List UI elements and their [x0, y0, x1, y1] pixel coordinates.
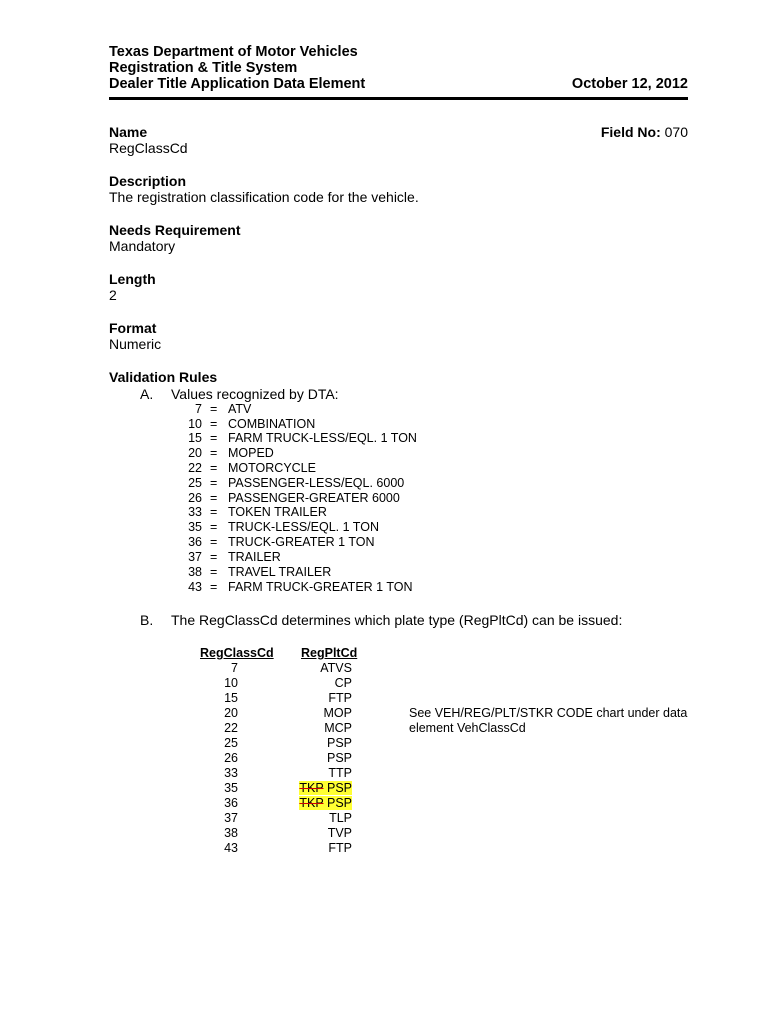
struck-plate-code: TKP: [299, 781, 324, 795]
value-description: FARM TRUCK-GREATER 1 TON: [228, 580, 413, 594]
highlighted-plate-code: [299, 781, 352, 795]
value-equals: =: [210, 565, 218, 579]
value-equals: =: [210, 461, 218, 475]
value-equals: =: [210, 505, 218, 519]
regpltcd-value: PSP: [326, 751, 352, 765]
value-description: TRAVEL TRAILER: [228, 565, 332, 579]
regpltcd-value: PSP: [326, 796, 352, 810]
regclasscd-cell: 43: [224, 841, 238, 855]
regpltcd-cell: [282, 751, 352, 766]
table-header-regpltcd: RegPltCd: [301, 646, 358, 660]
plate-chart-note: See VEH/REG/PLT/STKR CODE chart under data element VehClassCd: [409, 706, 688, 735]
value-description: TRUCK-GREATER 1 TON: [228, 535, 375, 549]
value-equals: =: [210, 535, 218, 549]
regpltcd-cell: [282, 766, 352, 781]
description-value: The registration classification code for the vehicle.: [109, 189, 419, 205]
regpltcd-cell: [282, 676, 352, 691]
regpltcd-value: PSP: [326, 736, 352, 750]
regclasscd-cell: 22: [224, 721, 238, 735]
header-document-title: Dealer Title Application Data Element: [109, 76, 366, 92]
value-code: 26: [188, 491, 202, 505]
value-description: TOKEN TRAILER: [228, 505, 327, 519]
format-section: [109, 320, 688, 352]
value-equals: =: [210, 491, 218, 505]
header-agency: Texas Department of Motor Vehicles: [109, 44, 358, 60]
name-section: [109, 124, 688, 156]
header-system: Registration & Title System: [109, 60, 298, 76]
regpltcd-cell: [282, 691, 352, 706]
value-code: 25: [188, 476, 202, 490]
field-number-label: Field No:: [600, 124, 661, 140]
value-equals: =: [210, 417, 218, 431]
length-value: 2: [109, 287, 117, 303]
length-section: [109, 271, 688, 303]
regpltcd-value: PSP: [326, 781, 352, 795]
rule-b-marker: B.: [140, 612, 154, 628]
regpltcd-value: TVP: [327, 826, 352, 840]
value-code: 7: [195, 402, 202, 416]
needs-value: Mandatory: [109, 238, 176, 254]
regclasscd-cell: 10: [224, 676, 238, 690]
value-equals: =: [210, 446, 218, 460]
value-equals: =: [210, 402, 218, 416]
regpltcd-value: MOP: [323, 706, 352, 720]
value-code: 37: [188, 550, 202, 564]
value-description: TRAILER: [228, 550, 281, 564]
name-label: Name: [109, 124, 148, 140]
regclasscd-cell: 33: [224, 766, 238, 780]
regclasscd-cell: 20: [224, 706, 238, 720]
value-code: 15: [188, 431, 202, 445]
header-rule: [109, 97, 688, 100]
value-description: MOPED: [228, 446, 274, 460]
regpltcd-value: CP: [334, 676, 352, 690]
name-value: RegClassCd: [109, 140, 188, 156]
regclasscd-cell: 38: [224, 826, 238, 840]
regclasscd-cell: 7: [231, 661, 238, 675]
regpltcd-cell: [282, 811, 352, 826]
needs-label: Needs Requirement: [109, 222, 241, 238]
value-code: 38: [188, 565, 202, 579]
regpltcd-value: FTP: [328, 841, 352, 855]
regclasscd-cell: 26: [224, 751, 238, 765]
length-label: Length: [109, 271, 156, 287]
rule-a-marker: A.: [140, 386, 154, 402]
regclasscd-cell: 25: [224, 736, 238, 750]
needs-section: [109, 222, 688, 254]
table-header-regclasscd: RegClassCd: [200, 646, 274, 660]
regpltcd-cell: [282, 781, 352, 796]
regpltcd-cell: [282, 706, 352, 721]
value-code: 22: [188, 461, 202, 475]
regpltcd-cell: [282, 796, 352, 811]
regpltcd-cell: [282, 721, 352, 736]
value-equals: =: [210, 580, 218, 594]
highlighted-plate-code: [299, 796, 352, 810]
regclasscd-cell: 37: [224, 811, 238, 825]
value-code: 35: [188, 520, 202, 534]
regpltcd-value: ATVS: [320, 661, 352, 675]
value-equals: =: [210, 476, 218, 490]
value-description: PASSENGER-GREATER 6000: [228, 491, 400, 505]
value-code: 33: [188, 505, 202, 519]
regclasscd-cell: 36: [224, 796, 238, 810]
value-equals: =: [210, 520, 218, 534]
description-label: Description: [109, 173, 187, 189]
value-description: PASSENGER-LESS/EQL. 6000: [228, 476, 405, 490]
value-description: ATV: [228, 402, 252, 416]
value-description: FARM TRUCK-LESS/EQL. 1 TON: [228, 431, 417, 445]
format-value: Numeric: [109, 336, 162, 352]
regpltcd-value: TLP: [329, 811, 352, 825]
regpltcd-cell: [282, 826, 352, 841]
value-equals: =: [210, 431, 218, 445]
regpltcd-cell: [282, 736, 352, 751]
regclasscd-cell: 15: [224, 691, 238, 705]
regpltcd-cell: [282, 841, 352, 856]
regpltcd-cell: [282, 661, 352, 676]
value-description: MOTORCYCLE: [228, 461, 316, 475]
value-code: 10: [188, 417, 202, 431]
document-header: [109, 44, 688, 92]
value-code: 36: [188, 535, 202, 549]
value-equals: =: [210, 550, 218, 564]
description-section: [109, 173, 688, 205]
regpltcd-value: FTP: [328, 691, 352, 705]
value-description: TRUCK-LESS/EQL. 1 TON: [228, 520, 379, 534]
validation-label: Validation Rules: [109, 369, 218, 385]
rule-b-text: The RegClassCd determines which plate type (RegPltCd) can be issued:: [171, 612, 623, 628]
field-number: [601, 124, 688, 140]
value-description: COMBINATION: [228, 417, 316, 431]
rule-a-text: Values recognized by DTA:: [171, 386, 339, 402]
header-date: October 12, 2012: [571, 76, 688, 92]
validation-section: [109, 369, 688, 385]
struck-plate-code: TKP: [299, 796, 324, 810]
value-code: 43: [188, 580, 202, 594]
format-label: Format: [109, 320, 157, 336]
regclasscd-cell: 35: [224, 781, 238, 795]
regpltcd-value: MCP: [324, 721, 352, 735]
regpltcd-value: TTP: [328, 766, 352, 780]
field-number-value: 070: [664, 124, 688, 140]
value-code: 20: [188, 446, 202, 460]
